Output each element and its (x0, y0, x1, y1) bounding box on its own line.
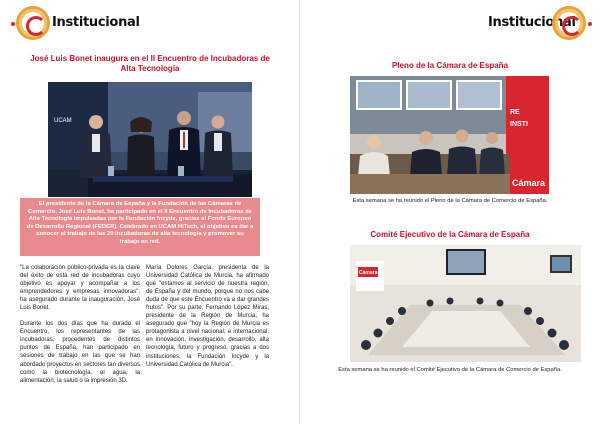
pleno-caption: Esta semana se ha reunido el Pleno de la Cámara de Comercio de España. (352, 198, 548, 204)
body-column-2 (146, 264, 269, 377)
camara-sign: Cámara (359, 270, 378, 276)
camara-logo-icon (16, 6, 50, 40)
section-label: Institucional (52, 15, 140, 30)
section-label: Institucional (488, 15, 576, 30)
right-page (300, 0, 600, 424)
event-photo-illustration (48, 82, 252, 197)
logo-dot (11, 22, 15, 26)
camara-sign: Cámara (512, 178, 546, 188)
body-column-1 (20, 264, 140, 393)
camara-logo-icon (552, 6, 586, 40)
person-2 (127, 117, 155, 178)
comite-headline: Comité Ejecutivo de la Cámara de España (370, 230, 530, 239)
comite-caption: Esta semana se ha reunido el Comité Ejecutivo de la Cámara de Comercio de España. (338, 367, 562, 373)
pleno-photo-illustration (350, 76, 549, 194)
pleno-headline: Pleno de la Cámara de España (391, 61, 509, 70)
comite-photo (350, 245, 581, 362)
ucam-sign: UCAM (54, 118, 72, 124)
logo-dot (588, 22, 592, 26)
lead-paragraph: El presidente de la Cámara de España y la Fundación de las Cámaras de Comercio, José Luis Bonet, ha participado en el II Encuentro de Incubadoras de Alta Tecnología impulsadas por la Fundación Incyde, gracias al Fondo Europeo de Desarrollo Regional (FEDER). Celebrado en UCAM HiTech, el objetivo es dar a conocer el trabajo de las 20 incubadoras de alta tecnología y promover su trabajo en red. (20, 198, 260, 256)
body-paragraph: María Dolores García, presidenta de la Universidad Católica de Murcia, ha afirmado que "estamos al servicio de nuestra región, de España y del mundo, porque no nos cabe duda de que este Encuentro va a dar grandes frutos". Por su parte, Fernando López Miras, presidente de la Región de Murcia, ha asegurado que "hoy la Región de Murcia es protagonista a nivel nacional, e internacional, en innovación, investigación, desarrollo, alta tecnología, futuro y progreso, gracias a dos instituciones, la Fundación Incyde y la Universidad Católica de Murcia". (146, 265, 269, 368)
body-paragraph: Durante los dos días que ha durado el Encuentro, los representantes de las incubadoras, procedentes de distintos puntos de España, han participado en sesiones de trabajo en las que se han abordado proyectos en sectores tan diversos como la biotecnología, el agua, la alimentación, la salud o la impresión 3D. (20, 321, 140, 384)
comite-photo-illustration (350, 245, 581, 362)
svg-text:INSTI: INSTI (510, 121, 528, 128)
article-headline: José Luis Bonet inaugura en el II Encuentro de Incubadoras de Alta Tecnología (30, 54, 270, 73)
svg-text:RE: RE (510, 109, 520, 116)
event-photo (48, 82, 252, 197)
body-paragraph: "La colaboración público-privada es la clave del éxito de esta red de incubadoras cuyo objetivo es apoyar y acompañar a los emprendedores y empresas innovadoras", ha asegurado durante la inauguración, José Luis Bonet. (20, 265, 140, 312)
pleno-photo (350, 76, 549, 194)
